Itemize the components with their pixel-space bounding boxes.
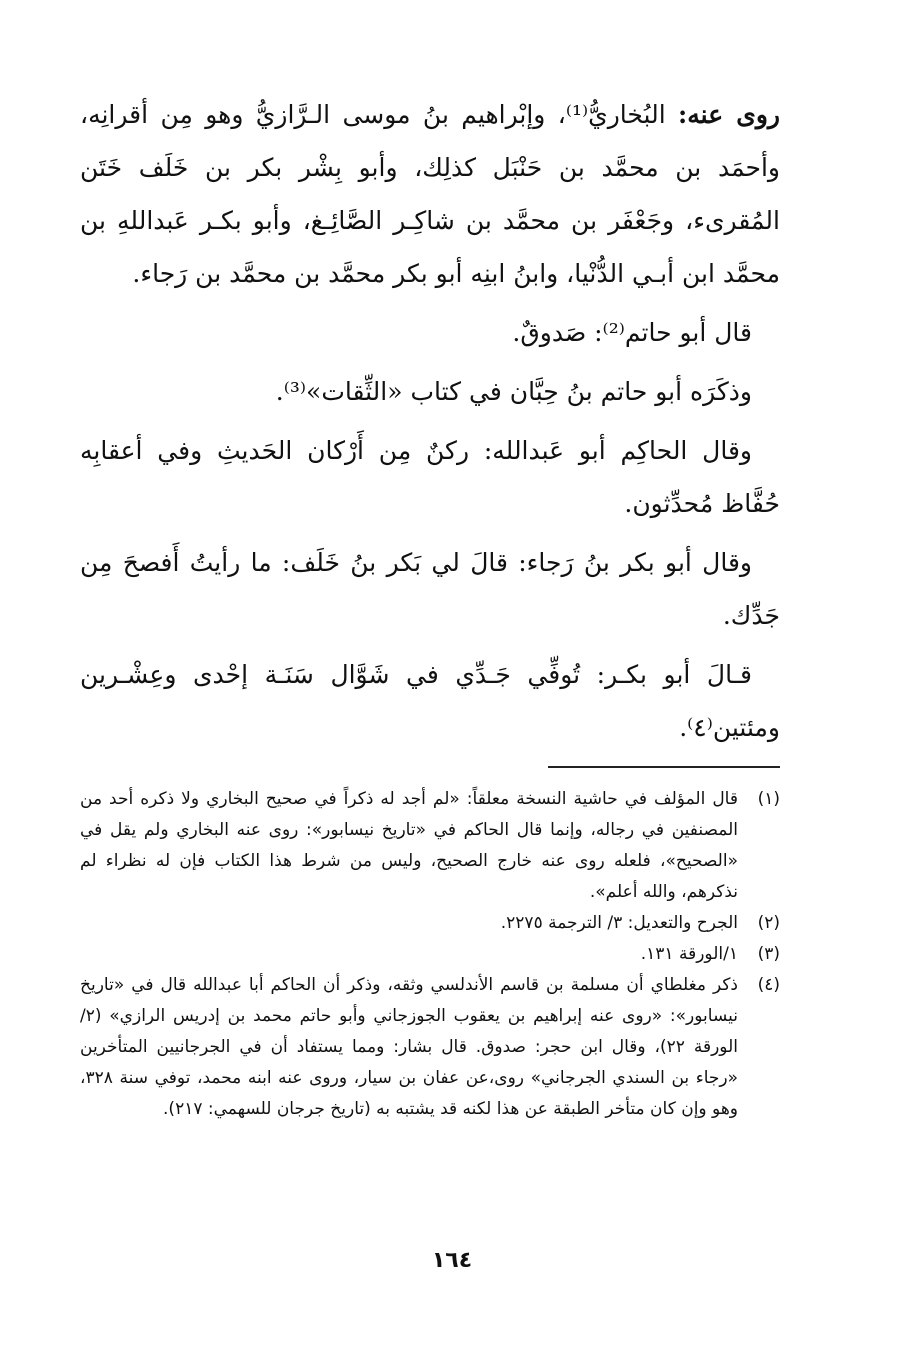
footnote-text: الجرح والتعديل: ٣/ الترجمة ٢٢٧٥. xyxy=(500,913,738,933)
paragraph-al-hakim: وقال الحاكِم أبو عَبدالله: ركنٌ مِن أَرْكان الحَديثِ وفي أعقابِه حُفَّاظ مُحدِّثون. xyxy=(80,436,780,518)
footnote-number: (٤) xyxy=(757,975,780,995)
page-number: ١٦٤ xyxy=(431,1248,473,1273)
narrators-lead: روى عنه: xyxy=(678,100,780,129)
footnote-item xyxy=(80,784,780,908)
footnote-text: ذكر مغلطاي أن مسلمة بن قاسم الأندلسي وثقه، وذكر أن الحاكم أبا عبدالله قال في «تاريخ نيسابور»: «روى عنه إبراهيم بن يعقوب الجوزجاني وأبو حاتم محمد بن إدريس الرازي» (٢/ الورقة ٢٢)، وقال ابن حجر: صدوق. قال بشار: ومما يستفاد أن في الجرجانيين المتأخرين «رجاء بن السندي الجرجاني» روى،عن عفان بن سيار، وروى عنه ابنه محمد، توفي سنة ٣٢٨، وهو وإن كان متأخر الطبقة عن هذا لكنه قد يشتبه به (تاريخ جرجان للسهمي: ٢١٧). xyxy=(80,975,738,1119)
footnote-item xyxy=(80,908,780,939)
footnote-text: ١/الورقة ١٣١. xyxy=(640,944,738,964)
paragraph-ibn-raja: وقال أبو بكر بنُ رَجاء: قالَ لي بَكر بنُ خَلَف: ما رأيتُ أَفصحَ مِن جَدِّك. xyxy=(80,548,780,630)
narrators-text: البُخاريُّ⁽¹⁾، وإبْراهيم بنُ موسى الـرَّازيُّ وهو مِن أقرانِه، وأحمَد بن محمَّد بن حَنْبَل كذلِك، وأبو بِشْر بكر بن خَلَف خَتَن المُقرىء، وجَعْفَر بن محمَّد بن شاكِـر الصَّائِـغ، وأبو بكـر عَبداللهِ بن محمَّد ابن أبـي الدُّنْيا، وابنُ ابنِه أبو بكر محمَّد بن محمَّد بن رَجاء. xyxy=(80,100,780,288)
footnote-item xyxy=(80,970,780,1125)
footnote-divider xyxy=(548,766,780,768)
footnotes xyxy=(80,784,780,1125)
footnote-number: (٢) xyxy=(757,913,780,933)
footnote-number: (١) xyxy=(757,789,780,809)
paragraph-ibn-hibban: وذكَرَه أبو حاتم بنُ حِبَّان في كتاب «الثِّقات»⁽³⁾. xyxy=(275,377,752,406)
paragraph-abu-hatim: قال أبو حاتم⁽²⁾: صَدوقٌ. xyxy=(512,318,752,347)
footnote-item xyxy=(80,939,780,970)
footnote-number: (٣) xyxy=(757,944,780,964)
footnote-text: قال المؤلف في حاشية النسخة معلقاً: «لم أجد له ذكراً في صحيح البخاري ولا ذكره أحد من المصنفين في رجاله، وإنما قال الحاكم في «تاريخ نيسابور»: روى عنه البخاري ولم يقل في «الصحيح»، فلعله روى عنه خارج الصحيح، وليس من شرط هذا الكتاب فإن له نظراء لم نذكرهم، والله أعلم». xyxy=(80,789,738,902)
paragraph-death-date: قـالَ أبو بكـر: تُوفِّي جَـدِّي في شَوَّال سَنَـة إحْدى وعِشْـرين ومئتين⁽٤⁾. xyxy=(80,660,780,742)
paragraph-narrators xyxy=(80,88,780,300)
main-text xyxy=(80,88,780,754)
